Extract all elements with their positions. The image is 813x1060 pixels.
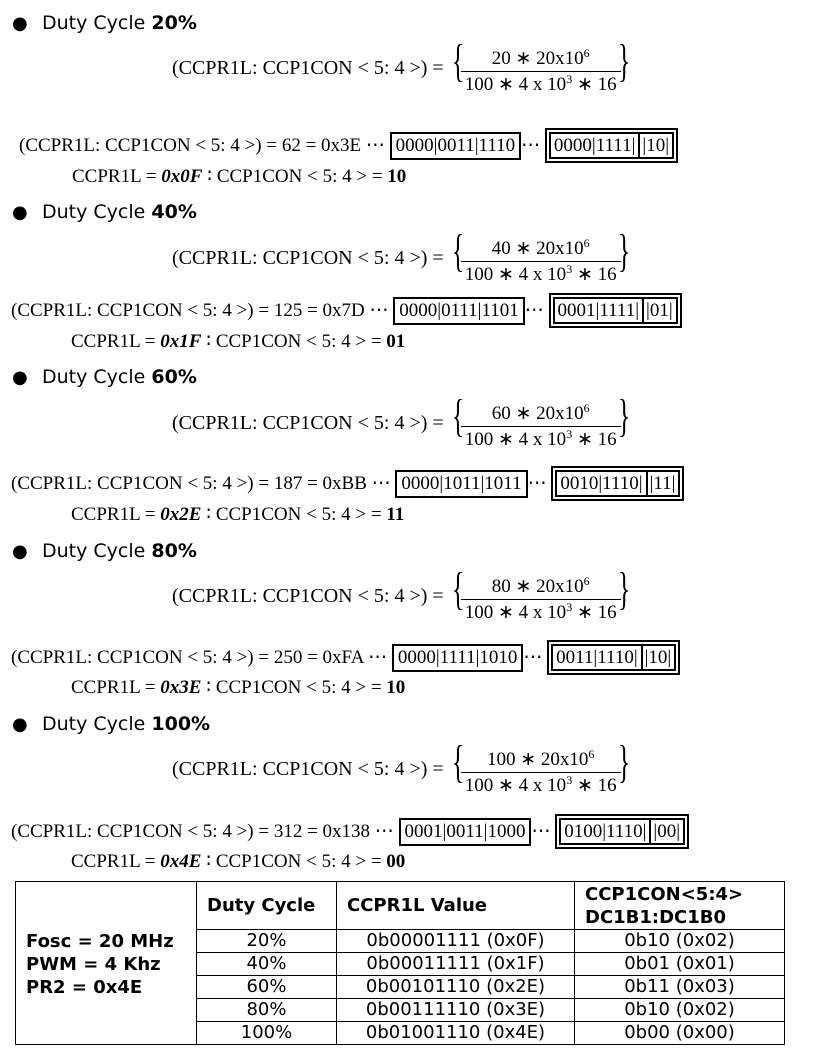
register-values: [71, 503, 404, 526]
binary-box: 0001|0011|1000: [399, 818, 532, 846]
bullet-label: Duty Cycle: [42, 540, 146, 562]
bullet-label: Duty Cycle: [42, 366, 146, 388]
duty-cycle-bullet: [0, 713, 300, 737]
ccpr1l-bits: 0001|1111|: [557, 300, 640, 321]
numerator: 80 ∗ 20x10: [491, 575, 584, 597]
table-cell-duty: 100%: [197, 1022, 337, 1045]
ccp1con-label: ∶ CCP1CON < 5: 4 > =: [201, 504, 387, 525]
formula: [172, 736, 635, 797]
formula-lhs: (CCPR1L: CCP1CON < 5: 4 >) =: [172, 585, 444, 607]
ellipsis: ⋯: [521, 135, 541, 156]
ccpr1l-label: CCPR1L =: [72, 166, 162, 187]
numerator-exponent: 6: [583, 235, 590, 250]
register-values: [71, 676, 405, 699]
ccp1con-value: 01: [386, 331, 406, 352]
ccpr1l-bits: 0100|1110|: [564, 821, 647, 842]
ccp1con-value: 11: [386, 504, 405, 525]
ccp1con-label: ∶ CCP1CON < 5: 4 > =: [201, 677, 387, 698]
split-box: [549, 293, 682, 328]
ccp1con-value: 10: [386, 677, 406, 698]
table-cell-ccp1con: 0b10 (0x02): [575, 930, 785, 953]
result-line: [11, 466, 684, 501]
formula: [172, 225, 635, 286]
ellipsis: ⋯: [531, 821, 551, 842]
denominator-exponent: 3: [566, 772, 573, 787]
bullet-value: 20%: [151, 12, 197, 34]
bullet-value: 60%: [151, 366, 197, 388]
ccpr1l-label: CCPR1L =: [71, 331, 161, 352]
result-lhs: (CCPR1L: CCP1CON < 5: 4 >) = 312 = 0x138 ⋯: [11, 821, 394, 842]
binary-box: 0000|0011|1110: [390, 132, 522, 160]
table-cell-ccpr1l: 0b01001110 (0x4E): [337, 1022, 575, 1045]
bullet-icon: ●: [12, 202, 28, 223]
bullet-icon: ●: [12, 714, 28, 735]
duty-cycle-bullet: [0, 201, 300, 225]
ccp1con-value: 10: [387, 166, 407, 187]
params-cell: [16, 930, 197, 1045]
ccp1con-bits: |11|: [649, 473, 676, 494]
ccp1con-header-line2: DC1B1:DC1B0: [585, 906, 727, 928]
denominator: 100 ∗ 4 x 10: [464, 601, 567, 623]
denominator: 100 ∗ 4 x 10: [464, 73, 567, 95]
ccp1con-label: ∶ CCP1CON < 5: 4 > =: [202, 166, 388, 187]
left-brace-icon: {: [451, 390, 464, 441]
ellipsis: ⋯: [523, 647, 543, 668]
ccpr1l-bits: 0010|1110|: [560, 473, 643, 494]
ccpr1l-label: CCPR1L =: [71, 851, 161, 872]
result-lhs: (CCPR1L: CCP1CON < 5: 4 >) = 125 = 0x7D ⋯: [11, 300, 389, 321]
right-brace-icon: }: [617, 35, 630, 86]
register-values: [71, 330, 405, 353]
right-brace-icon: }: [617, 563, 630, 614]
numerator: 20 ∗ 20x10: [491, 47, 584, 69]
table-cell-ccp1con: 0b11 (0x03): [575, 976, 785, 999]
table-cell-ccp1con: 0b00 (0x00): [575, 1022, 785, 1045]
ccpr1l-value: 0x4E: [160, 851, 202, 872]
bullet-icon: ●: [12, 13, 28, 34]
denominator-exponent: 3: [566, 261, 573, 276]
formula: [172, 35, 635, 96]
denominator-tail: ∗ 16: [572, 428, 617, 450]
duty-cycle-header: Duty Cycle: [197, 882, 337, 930]
numerator-exponent: 6: [583, 573, 590, 588]
numerator-exponent: 6: [588, 746, 595, 761]
ccp1con-label: ∶ CCP1CON < 5: 4 > =: [201, 851, 387, 872]
formula-lhs: (CCPR1L: CCP1CON < 5: 4 >) =: [172, 758, 444, 780]
formula-lhs: (CCPR1L: CCP1CON < 5: 4 >) =: [172, 247, 444, 269]
result-lhs: (CCPR1L: CCP1CON < 5: 4 >) = 250 = 0xFA ⋯: [11, 647, 388, 668]
denominator-tail: ∗ 16: [572, 774, 617, 796]
params-header-cell: [16, 882, 197, 930]
ccpr1l-value: 0x1F: [160, 331, 202, 352]
result-line: [19, 128, 678, 163]
denominator-exponent: 3: [566, 71, 573, 86]
left-brace-icon: {: [451, 563, 464, 614]
ccpr1l-label: CCPR1L =: [71, 677, 161, 698]
numerator-exponent: 6: [583, 400, 590, 415]
bullet-value: 40%: [151, 201, 197, 223]
table-cell-ccp1con: 0b01 (0x01): [575, 953, 785, 976]
numerator: 100 ∗ 20x10: [486, 748, 589, 770]
left-brace-icon: {: [451, 35, 464, 86]
numerator-exponent: 6: [583, 45, 590, 60]
denominator: 100 ∗ 4 x 10: [464, 774, 567, 796]
result-lhs: (CCPR1L: CCP1CON < 5: 4 >) = 62 = 0x3E ⋯: [19, 135, 385, 156]
ccpr1l-label: CCPR1L =: [71, 504, 161, 525]
denominator: 100 ∗ 4 x 10: [464, 263, 567, 285]
ccp1con-bits: |01|: [646, 300, 673, 321]
table-cell-ccpr1l: 0b00101110 (0x2E): [337, 976, 575, 999]
ccp1con-bits: |10|: [642, 135, 670, 156]
right-brace-icon: }: [617, 390, 630, 441]
duty-cycle-bullet: [0, 540, 300, 564]
denominator-exponent: 3: [566, 426, 573, 441]
denominator: 100 ∗ 4 x 10: [464, 428, 567, 450]
split-box: [547, 640, 680, 675]
table-cell-ccp1con: 0b10 (0x02): [575, 999, 785, 1022]
formula: [172, 563, 635, 624]
right-brace-icon: }: [617, 225, 630, 276]
register-values: [71, 850, 405, 873]
duty-cycle-bullet: [0, 366, 300, 390]
ellipsis: ⋯: [527, 473, 547, 494]
summary-table: [15, 881, 785, 1045]
right-brace-icon: }: [617, 736, 630, 787]
table-cell-ccpr1l: 0b00001111 (0x0F): [337, 930, 575, 953]
table-cell-ccpr1l: 0b00011111 (0x1F): [337, 953, 575, 976]
split-box: [545, 128, 678, 163]
split-box: [551, 466, 684, 501]
ccpr1l-value: 0x0F: [161, 166, 203, 187]
result-line: [11, 640, 680, 675]
pwm-param: PWM = 4 Khz: [26, 953, 161, 975]
denominator-tail: ∗ 16: [572, 73, 617, 95]
result-lhs: (CCPR1L: CCP1CON < 5: 4 >) = 187 = 0xBB ⋯: [11, 473, 391, 494]
table-cell-duty: 60%: [197, 976, 337, 999]
table-cell-ccpr1l: 0b00111110 (0x3E): [337, 999, 575, 1022]
result-line: [11, 814, 689, 849]
register-values: [72, 165, 406, 188]
left-brace-icon: {: [451, 736, 464, 787]
bullet-icon: ●: [12, 541, 28, 562]
ccp1con-value: 00: [386, 851, 406, 872]
formula: [172, 390, 635, 451]
ccp1con-header: [575, 882, 785, 930]
table-cell-duty: 80%: [197, 999, 337, 1022]
numerator: 40 ∗ 20x10: [491, 237, 584, 259]
bullet-label: Duty Cycle: [42, 713, 146, 735]
ccpr1l-bits: 0000|1111|: [553, 135, 636, 156]
bullet-icon: ●: [12, 367, 28, 388]
denominator-exponent: 3: [566, 599, 573, 614]
table-cell-duty: 40%: [197, 953, 337, 976]
binary-box: 0000|1011|1011: [395, 470, 527, 498]
denominator-tail: ∗ 16: [572, 601, 617, 623]
fosc-param: Fosc = 20 MHz: [26, 930, 174, 952]
ccpr1l-value: 0x2E: [160, 504, 202, 525]
bullet-value: 80%: [151, 540, 197, 562]
bullet-label: Duty Cycle: [42, 201, 146, 223]
duty-cycle-bullet: [0, 12, 300, 36]
bullet-label: Duty Cycle: [42, 12, 146, 34]
left-brace-icon: {: [451, 225, 464, 276]
binary-box: 0000|0111|1101: [393, 297, 525, 325]
ccpr1l-value: 0x3E: [160, 677, 202, 698]
formula-lhs: (CCPR1L: CCP1CON < 5: 4 >) =: [172, 57, 444, 79]
ccp1con-bits: |00|: [653, 821, 681, 842]
denominator-tail: ∗ 16: [572, 263, 617, 285]
ccp1con-header-line1: CCP1CON<5:4>: [585, 883, 744, 905]
ccp1con-bits: |10|: [644, 647, 672, 668]
ccpr1l-header: CCPR1L Value: [337, 882, 575, 930]
formula-lhs: (CCPR1L: CCP1CON < 5: 4 >) =: [172, 412, 444, 434]
ellipsis: ⋯: [524, 300, 544, 321]
ccpr1l-bits: 0011|1110|: [556, 647, 638, 668]
pr2-param: PR2 = 0x4E: [26, 976, 143, 998]
binary-box: 0000|1111|1010: [392, 644, 524, 672]
ccp1con-label: ∶ CCP1CON < 5: 4 > =: [201, 331, 387, 352]
split-box: [555, 814, 689, 849]
result-line: [11, 293, 682, 328]
table-cell-duty: 20%: [197, 930, 337, 953]
bullet-value: 100%: [151, 713, 211, 735]
numerator: 60 ∗ 20x10: [491, 402, 584, 424]
